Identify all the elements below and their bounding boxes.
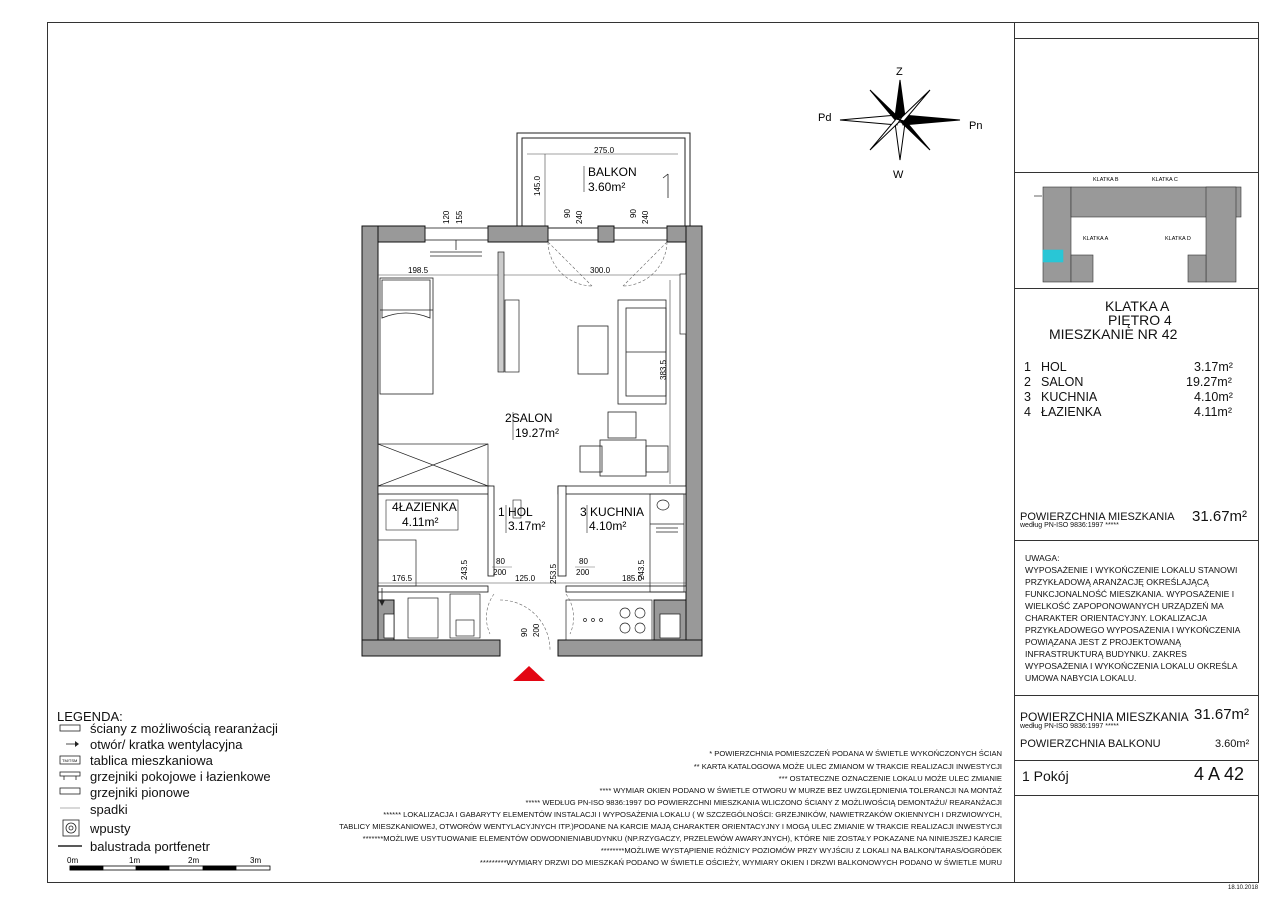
legend-item: grzejniki pokojowe i łazienkowe [90, 769, 271, 784]
footnote: * POWIERZCHNIA POMIESZCZEŃ PODANA W ŚWIETLE WYKOŃCZONYCH ŚCIAN [709, 749, 1002, 758]
room-bathroom-label: 4ŁAZIENKA [392, 500, 457, 514]
dim-door2-width: 80 [579, 557, 588, 566]
shaft [660, 614, 680, 638]
dim-door3-height: 200 [532, 623, 541, 637]
note-uwaga [1025, 552, 1250, 684]
room-list-num: 1 [1024, 360, 1031, 374]
footer-area-value: 31.67m² [1194, 706, 1250, 723]
footnote: **** WYMIAR OKIEN PODANO W ŚWIETLE OTWORU W MURZE BEZ UWZGLĘDNIENIA TOLERANCJI NA MONTAŻ [599, 786, 1002, 795]
legend-title: LEGENDA: [57, 709, 123, 724]
room-list-area: 19.27m² [1186, 375, 1232, 389]
dim-3000: 300.0 [590, 266, 611, 275]
scale-0: 0m [67, 856, 79, 865]
shaft [384, 614, 394, 638]
partition-wall [498, 252, 504, 372]
tv-cabinet [578, 326, 608, 374]
radiator [680, 274, 686, 334]
drain-slope [663, 174, 668, 178]
footer-rooms: 1 Pokój [1022, 768, 1069, 784]
room-kitchen-label: 3 KUCHNIA [580, 505, 645, 519]
keyplan-label-b: KLATKA B [1093, 177, 1119, 183]
room-list-area: 3.17m² [1194, 360, 1233, 374]
scale-1: 1m [129, 856, 141, 865]
compass-east: Pn [969, 120, 983, 132]
dim-1250: 125.0 [515, 574, 536, 583]
drawing-date: 18.10.2018 [1228, 885, 1259, 891]
title-floor: PIĘTRO 4 [1108, 312, 1172, 328]
footer-area-label: POWIERZCHNIA MIESZKANIA [1020, 710, 1189, 724]
footnote: ****** LOKALIZACJA I GABARYTY ELEMENTÓW INSTALACJI I WYPOSAŻENIA LOKALU ( W SZCZEGÓLNOŚCI: GRZEJNIKÓW, NAWIETRZAKÓW OKIENNYCH I DRZWIOWYCH, [383, 810, 1002, 819]
keyplan-label-d: KLATKA D [1165, 236, 1191, 242]
area-summary-label: POWIERZCHNIA MIESZKANIA [1020, 511, 1175, 523]
note-uwaga-title: UWAGA: [1025, 553, 1060, 563]
footer-balcony-value: 3.60m² [1215, 738, 1250, 750]
wardrobe [505, 300, 519, 372]
keyplan-label-a: KLATKA A [1083, 236, 1109, 242]
bed [380, 278, 433, 394]
room-bathroom-area: 4.11m² [402, 515, 439, 529]
note-uwaga-body: WYPOSAŻENIE I WYKOŃCZENIE LOKALU STANOWI PRZYKŁADOWĄ ARANŻACJĘ OKREŚLAJĄCĄ FUNKCJONALNOŚĆ MIESZKANIA. WYPOSAŻENIE I WIELKOŚĆ ZAPOPONOWANYCH URZĄDZEŃ MA CHARAKTER ORIENTACYJNY. LOKALIZACJA PRZYKŁADOWEGO WYPOSAŻENIA I WYKOŃCZENIA POWIĄZANA JEST Z PROJEKTOWANĄ INFRASTRUKTURĄ BUDYNKU. ZAKRES WYPOSAŻENIA I WYKOŃCZENIA LOKALU OKREŚLA UMOWA NABYCIA LOKALU. [1025, 565, 1240, 683]
title-stair: KLATKA A [1105, 298, 1170, 314]
dim-2435a: 243.5 [460, 559, 469, 580]
key-plan [1034, 187, 1241, 282]
footnote: *** OSTATECZNE OZNACZENIE LOKALU MOŻE ULEC ZMIANIE [778, 774, 1002, 783]
balcony-name: BALKON [588, 165, 637, 179]
footnote: ** KARTA KATALOGOWA MOŻE ULEC ZMIANOM W TRAKCIE REALIZACJI INWESTYCJI [693, 762, 1002, 771]
footnote: *******MOŻLIWE USYTUOWANIE ELEMENTÓW ODWODNIENIABUDYNKU (NP.RZYGACZY, PRZELEWÓW AWARYJNYCH), KTÓRE NIE ZOSTAŁY POKAZANE NA NINIEJSZEJ KARCIE [362, 834, 1002, 843]
room-list-num: 4 [1024, 405, 1031, 419]
legend-item: wpusty [90, 821, 131, 836]
room-kitchen-area: 4.10m² [589, 519, 627, 533]
sofa [618, 300, 666, 404]
dining-table [580, 412, 668, 476]
footnote: ***** WEDŁUG PN-ISO 9836:1997 DO POWIERZCHNI MIESZKANIA WLICZONO ŚCIANY Z MOŻLIWOŚCIĄ DEMONTAŻU/ REARANŻACJI [525, 798, 1002, 807]
area-summary-value: 31.67m² [1192, 508, 1248, 525]
scale-3: 3m [250, 856, 262, 865]
compass-north: Z [896, 66, 903, 78]
room-list-name: KUCHNIA [1041, 390, 1098, 404]
dim-window3-height: 240 [641, 210, 650, 224]
dim-1985: 198.5 [408, 266, 429, 275]
room-salon-area: 19.27m² [515, 426, 560, 440]
scale-bar [70, 866, 270, 870]
keyplan-label-c: KLATKA C [1152, 177, 1178, 183]
legend-item: tablica mieszkaniowa [90, 753, 213, 768]
dim-1850: 185.0 [622, 574, 643, 583]
legend-item: ściany z możliwością rearanżacji [90, 721, 278, 736]
scale-2: 2m [188, 856, 200, 865]
footer-code: 4 A 42 [1194, 764, 1245, 784]
footnote: ********MOŻLIWE WYSTĄPIENIE RÓŻNICY POZIOMÓW PRZY WYJŚCIU Z LOKALI NA BALKON/TARAS/OGRÓDEK [600, 846, 1002, 855]
dim-balcony-depth: 145.0 [533, 175, 542, 196]
legend-item: grzejniki pionowe [90, 785, 190, 800]
dim-2435b: 243.5 [637, 559, 646, 580]
dim-door2-height: 200 [576, 568, 590, 577]
dim-2535: 253.5 [549, 563, 558, 584]
room-hall-area: 3.17m² [508, 519, 546, 533]
dim-window2-height: 240 [575, 210, 584, 224]
compass-south: W [893, 169, 904, 181]
room-list-name: SALON [1041, 375, 1084, 389]
room-list-area: 4.10m² [1194, 390, 1233, 404]
compass-west: Pd [818, 112, 832, 124]
room-list-name: ŁAZIENKA [1041, 405, 1102, 419]
dim-3835: 383.5 [659, 359, 668, 380]
door-swings [548, 242, 667, 286]
dim-window3-width: 90 [629, 209, 638, 218]
legend-item: balustrada portfenetr [90, 839, 210, 854]
footnote: TABLICY MIESZKANIOWEJ, OTWORÓW WENTYLACYJNYCH ITP.)PODANE NA KARCIE MAJĄ CHARAKTER ORIENTACYJNY I MOGĄ ULEC ZMIANIE W TRAKCIE REALIZACJI INWESTYCJI [339, 822, 1002, 831]
dim-door1-height: 200 [493, 568, 507, 577]
dim-window1-width: 120 [442, 210, 451, 224]
dim-1765: 176.5 [392, 574, 413, 583]
title-apartment: MIESZKANIE NR 42 [1049, 326, 1178, 342]
vent-arrow-icon [75, 741, 79, 747]
footer-area-sub: według PN-ISO 9836:1997 ***** [1020, 723, 1119, 730]
legend-symbols [58, 725, 82, 846]
dim-door3-width: 90 [520, 628, 529, 637]
room-list-num: 2 [1024, 375, 1031, 389]
area-summary-sub: według PN-ISO 9836:1997 ***** [1020, 522, 1119, 529]
legend-tm-label: TM/TSM [62, 758, 78, 763]
legend-item: otwór/ kratka wentylacyjna [90, 737, 243, 752]
entrance-marker-icon [513, 666, 545, 681]
room-salon-label: 2SALON [505, 411, 553, 425]
footnote: *********WYMIARY DRZWI DO MIESZKAŃ PODANO W ŚWIETLE OŚCIEŻY, WYMIARY OKIEN I DRZWI BALKONOWYCH PODANO W ŚWIETLE MURU [479, 858, 1002, 867]
dim-balcony-width: 275.0 [594, 146, 615, 155]
dim-window2-width: 90 [563, 209, 572, 218]
legend-item: spadki [90, 802, 128, 817]
room-list-area: 4.11m² [1194, 405, 1232, 419]
footer-balcony-label: POWIERZCHNIA BALKONU [1020, 738, 1161, 750]
dim-door1-width: 80 [496, 557, 505, 566]
balcony-area: 3.60m² [588, 180, 626, 194]
wardrobe-storage [378, 444, 488, 486]
room-hall-label: 1 HOL [498, 505, 533, 519]
room-list-name: HOL [1041, 360, 1067, 374]
compass-icon [840, 80, 960, 160]
room-list-num: 3 [1024, 390, 1031, 404]
dim-window1-height: 155 [455, 210, 464, 224]
